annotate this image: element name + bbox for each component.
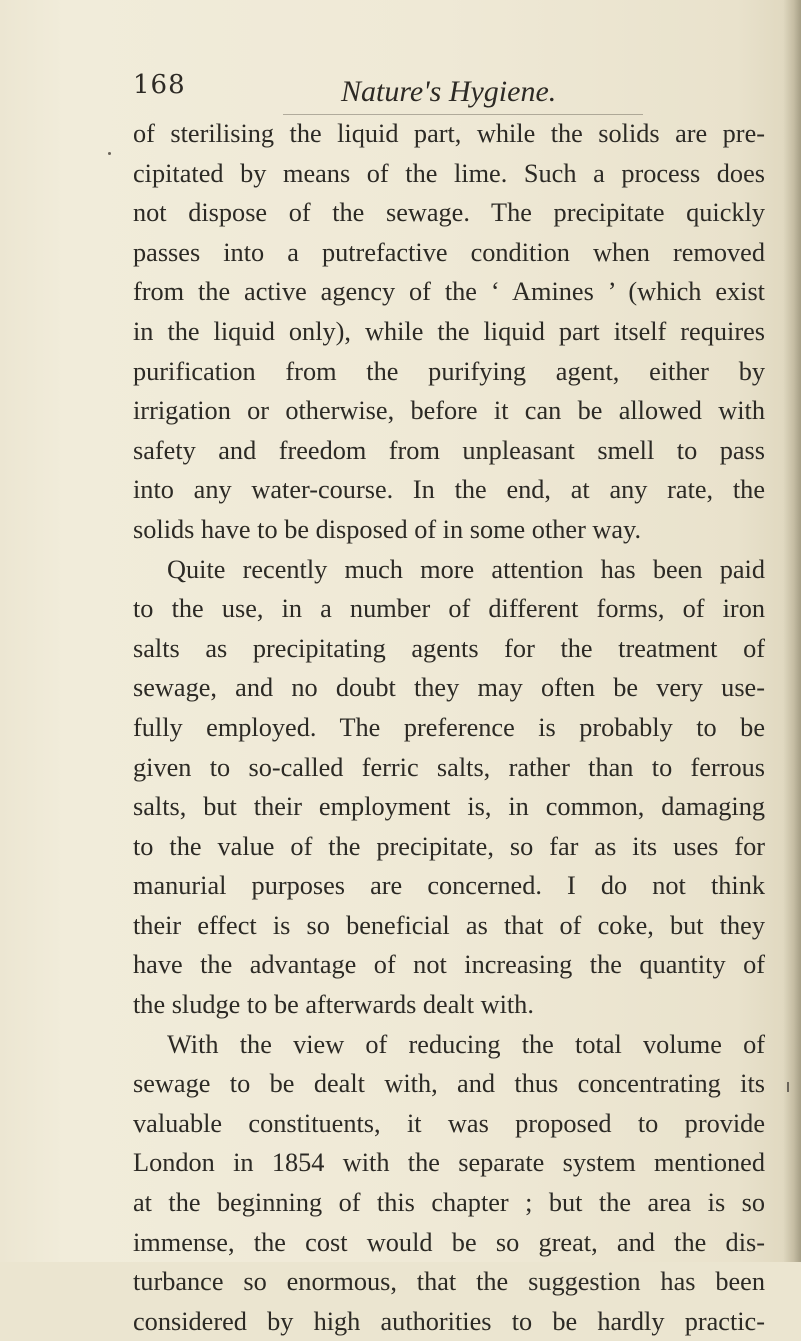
text-line: purification from the purifying agent, either by — [133, 356, 765, 386]
text-line: considered by high authorities to be hardly practic- — [133, 1306, 765, 1336]
binding-shadow — [783, 0, 801, 1262]
text-line: passes into a putrefactive condition when removed — [133, 237, 765, 267]
body-text — [133, 114, 765, 1341]
text-line: at the beginning of this chapter ; but the area is so — [133, 1188, 765, 1218]
text-line: irrigation or otherwise, before it can be allowed with — [133, 396, 765, 426]
text-line: valuable constituents, it was proposed to provide — [133, 1108, 765, 1138]
text-line: into any water-course. In the end, at any rate, the — [133, 475, 765, 505]
text-line: their effect is so beneficial as that of coke, but they — [133, 910, 765, 940]
paragraph-start-line: Quite recently much more attention has been paid — [167, 554, 765, 584]
text-line: given to so-called ferric salts, rather than to ferrous — [133, 752, 765, 782]
text-line: salts, but their employment is, in common, damaging — [133, 792, 765, 822]
running-title: Nature's Hygiene. — [341, 75, 557, 108]
text-line: the sludge to be afterwards dealt with. — [133, 990, 534, 1020]
text-line: turbance so enormous, that the suggestion has been — [133, 1267, 765, 1297]
text-line: manurial purposes are concerned. I do not think — [133, 871, 765, 901]
text-line: fully employed. The preference is probably to be — [133, 712, 765, 742]
text-line: cipitated by means of the lime. Such a process does — [133, 158, 765, 188]
text-line: safety and freedom from unpleasant smell to pass — [133, 435, 765, 465]
page-number: 168 — [133, 70, 186, 100]
text-line: of sterilising the liquid part, while the solids are pre- — [133, 119, 765, 148]
text-line: immense, the cost would be so great, and the dis- — [133, 1227, 765, 1257]
text-line: from the active agency of the ‘ Amines ’ (which exist — [133, 277, 765, 307]
text-line: London in 1854 with the separate system mentioned — [133, 1148, 765, 1178]
text-line: not dispose of the sewage. The precipitate quickly — [133, 198, 765, 228]
text-line: salts as precipitating agents for the treatment of — [133, 633, 765, 663]
text-line: to the use, in a number of different forms, of iron — [133, 594, 765, 624]
page-header — [133, 70, 773, 110]
text-line: in the liquid only), while the liquid part itself requires — [133, 316, 765, 346]
text-line: solids have to be disposed of in some other way. — [133, 514, 642, 544]
margin-mark — [108, 152, 111, 155]
paragraph-start-line: With the view of reducing the total volume of — [167, 1029, 765, 1059]
text-line: to the value of the precipitate, so far as its uses for — [133, 831, 765, 861]
text-line: sewage, and no doubt they may often be very use- — [133, 673, 765, 703]
text-line: sewage to be dealt with, and thus concentrating its — [133, 1069, 765, 1099]
margin-mark-right — [787, 1082, 789, 1092]
text-line: have the advantage of not increasing the quantity of — [133, 950, 765, 980]
